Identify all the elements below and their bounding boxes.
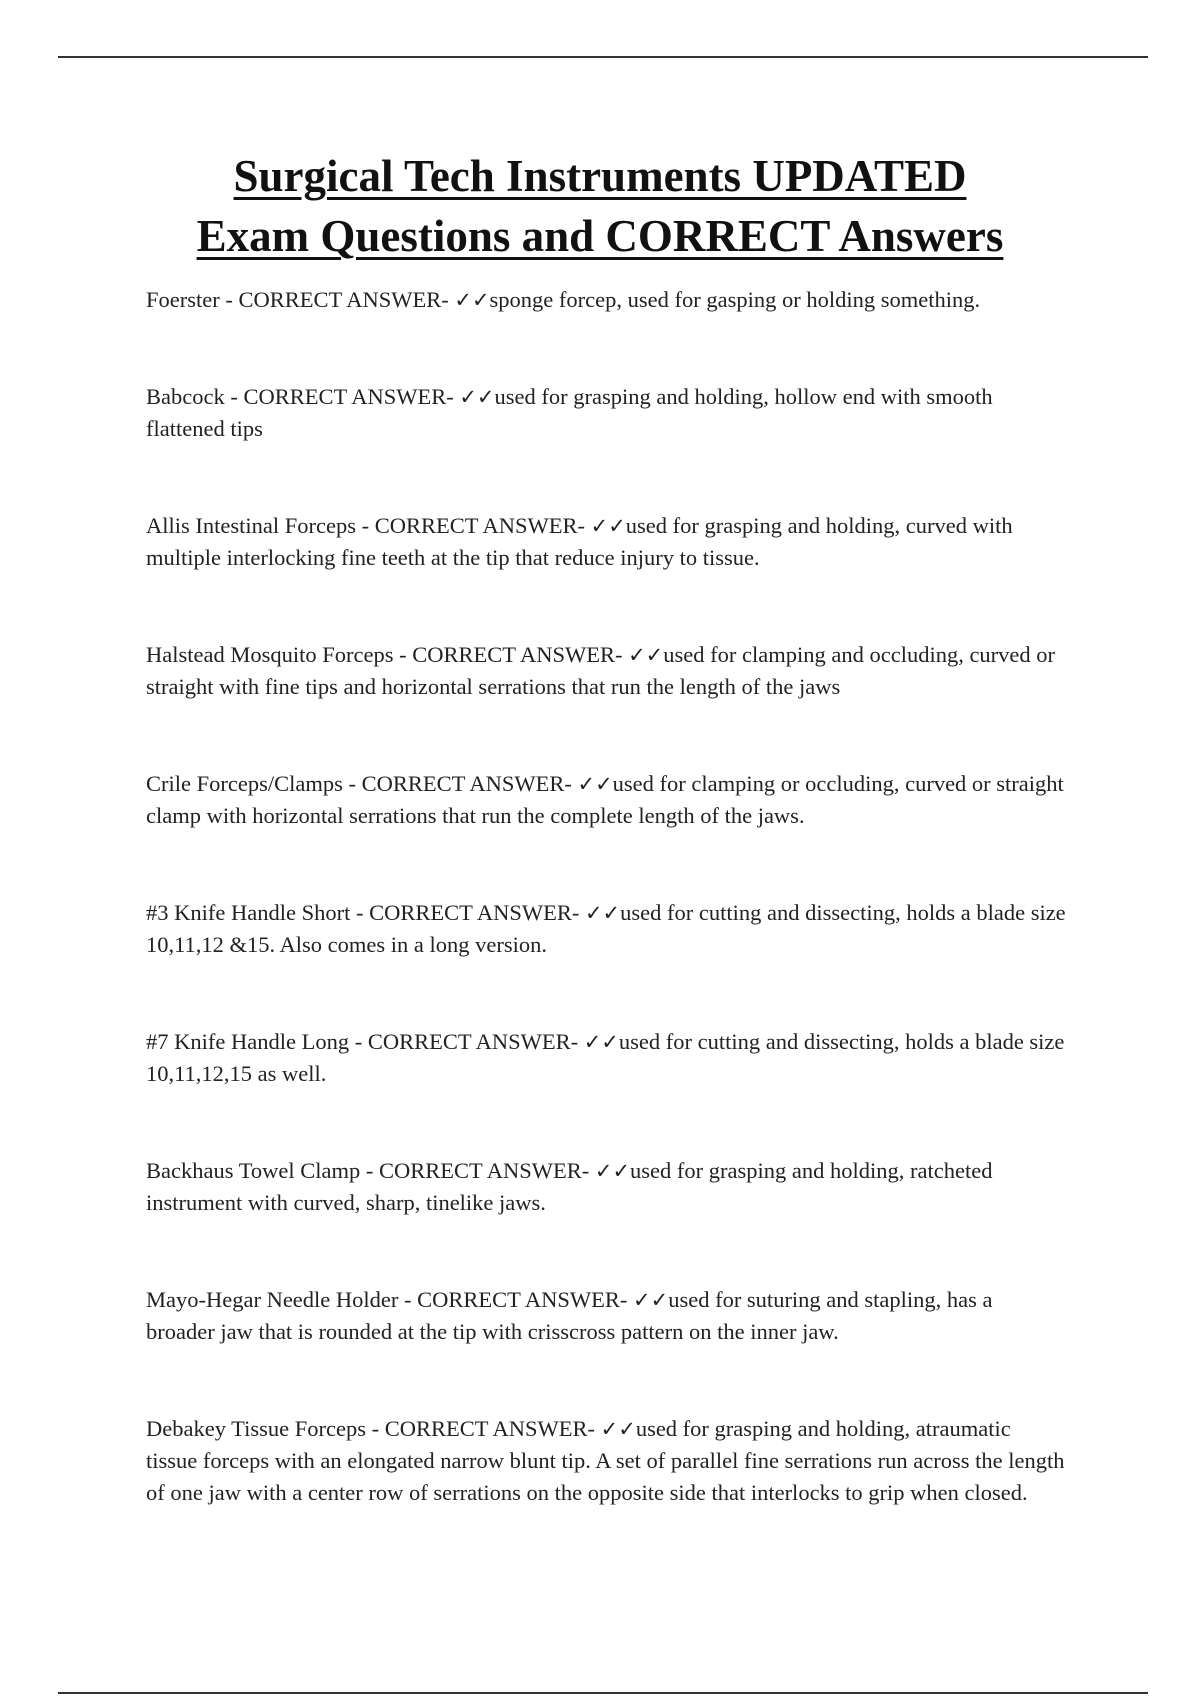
entry-definition: used for grasping and holding, curved with multiple interlocking fine teeth at the tip that reduce injury to tissue.: [146, 513, 1013, 570]
entry-separator: -: [350, 900, 370, 925]
double-check-icon: ✓✓: [600, 1417, 636, 1441]
list-item: [146, 1413, 1066, 1509]
list-item: [146, 639, 1066, 703]
double-check-icon: ✓✓: [628, 643, 664, 667]
entry-definition: used for suturing and stapling, has a broader jaw that is rounded at the tip with crisscross pattern on the inner jaw.: [146, 1287, 993, 1344]
entry-separator: -: [349, 1029, 368, 1054]
entry-term: Foerster: [146, 287, 220, 312]
list-item: [146, 381, 1066, 445]
entry-term: Halstead Mosquito Forceps: [146, 642, 394, 667]
entry-term: Backhaus Towel Clamp: [146, 1158, 361, 1183]
double-check-icon: ✓✓: [633, 1288, 669, 1312]
double-check-icon: ✓✓: [577, 772, 613, 796]
entry-definition: used for grasping and holding, hollow end with smooth flattened tips: [146, 384, 993, 441]
entry-separator: -: [360, 1158, 379, 1183]
entry-definition: used for grasping and holding, ratcheted instrument with curved, sharp, tinelike jaws.: [146, 1158, 993, 1215]
list-item: [146, 1284, 1066, 1348]
entry-definition: sponge forcep, used for gasping or holding something.: [489, 287, 981, 312]
entry-definition: used for cutting and dissecting, holds a blade size 10,11,12,15 as well.: [146, 1029, 1065, 1086]
bottom-divider: [58, 1692, 1148, 1694]
entry-term: Allis Intestinal Forceps: [146, 513, 356, 538]
entry-definition: used for grasping and holding, atraumatic tissue forceps with an elongated narrow blunt tip. A set of parallel fine serrations run across the length of one jaw with a center row of serrations on the opposite side that interlocks to grip when closed.: [146, 1416, 1065, 1505]
double-check-icon: ✓✓: [583, 1030, 619, 1054]
list-item: [146, 1155, 1066, 1219]
answer-marker: CORRECT ANSWER-: [238, 287, 449, 312]
list-item: [146, 510, 1066, 574]
list-item: [146, 768, 1066, 832]
entry-separator: -: [219, 287, 239, 312]
entry-definition: used for cutting and dissecting, holds a blade size 10,11,12 &15. Also comes in a long version.: [146, 900, 1066, 957]
entry-separator: -: [342, 771, 362, 796]
entry-term: Mayo-Hegar Needle Holder: [146, 1287, 399, 1312]
double-check-icon: ✓✓: [459, 385, 495, 409]
entry-term: #7 Knife Handle Long: [146, 1029, 350, 1054]
answer-marker: CORRECT ANSWER-: [369, 900, 580, 925]
answer-marker: CORRECT ANSWER-: [361, 771, 572, 796]
answer-marker: CORRECT ANSWER-: [417, 1287, 628, 1312]
answer-list: [146, 284, 1066, 1574]
double-check-icon: ✓✓: [584, 901, 621, 925]
list-item: [146, 1026, 1066, 1090]
entry-term: Debakey Tissue Forceps: [146, 1416, 366, 1441]
entry-separator: -: [224, 384, 244, 409]
top-divider: [58, 56, 1148, 58]
entry-separator: -: [393, 642, 413, 667]
answer-marker: CORRECT ANSWER-: [378, 1158, 590, 1183]
double-check-icon: ✓✓: [454, 288, 490, 312]
answer-marker: CORRECT ANSWER-: [384, 1416, 595, 1441]
answer-marker: CORRECT ANSWER-: [374, 513, 585, 538]
list-item: [146, 897, 1066, 961]
list-item: [146, 284, 1066, 316]
entry-definition: used for clamping and occluding, curved or straight with fine tips and horizontal serrations that run the length of the jaws: [146, 642, 1056, 699]
entry-separator: -: [398, 1287, 418, 1312]
answer-marker: CORRECT ANSWER-: [412, 642, 623, 667]
double-check-icon: ✓✓: [590, 514, 626, 538]
title-line-1: Surgical Tech Instruments UPDATED: [233, 151, 967, 201]
entry-term: Babcock: [146, 384, 225, 409]
title-line-2: Exam Questions and CORRECT Answers: [196, 211, 1004, 261]
entry-term: #3 Knife Handle Short: [146, 900, 351, 925]
answer-marker: CORRECT ANSWER-: [367, 1029, 579, 1054]
entry-term: Crile Forceps/Clamps: [146, 771, 343, 796]
entry-separator: -: [366, 1416, 385, 1441]
entry-definition: used for clamping or occluding, curved or straight clamp with horizontal serrations that run the complete length of the jaws.: [146, 771, 1064, 828]
answer-marker: CORRECT ANSWER-: [243, 384, 454, 409]
entry-separator: -: [355, 513, 375, 538]
double-check-icon: ✓✓: [594, 1159, 631, 1183]
page-title: [0, 146, 1200, 266]
